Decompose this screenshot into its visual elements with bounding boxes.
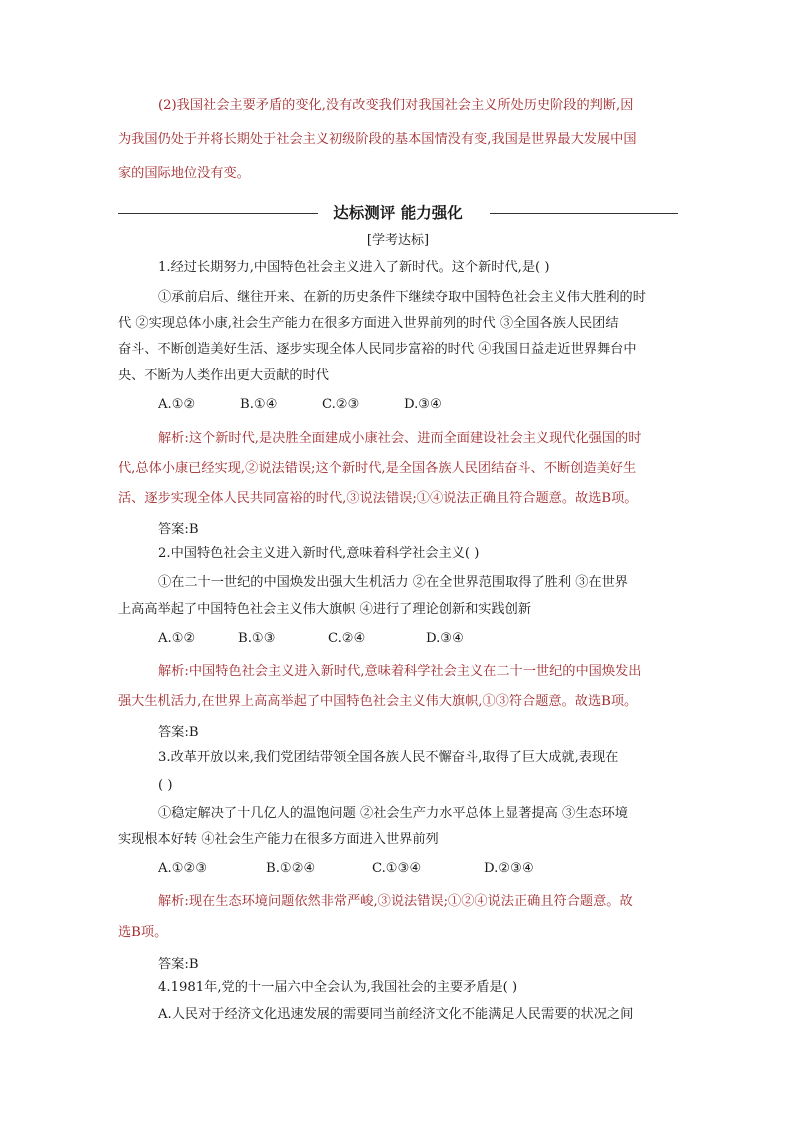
intro-line-1: (2)我国社会主要矛盾的变化,没有改变我们对我国社会主义所处历史阶段的判断,因 bbox=[158, 98, 634, 113]
q4-stem: 4.1981年,党的十一届六中全会认为,我国社会的主要矛盾是( ) bbox=[158, 980, 518, 995]
q1-line-4: 央、不断为人类作出更大贡献的时代 bbox=[118, 368, 329, 383]
intro-line-2: 为我国仍处于并将长期处于社会主义初级阶段的基本国情没有变,我国是世界最大发展中国 bbox=[118, 132, 637, 147]
q3-option-a: A.①②③ bbox=[158, 861, 208, 876]
q2-option-b: B.①③ bbox=[238, 631, 276, 646]
q3-option-d: D.②③④ bbox=[484, 861, 534, 876]
q1-option-c: C.②③ bbox=[322, 397, 360, 412]
q1-analysis-3: 活、逐步实现全体人民共同富裕的时代,③说法错误;①④说法正确且符合题意。故选B项。 bbox=[118, 491, 638, 506]
q2-analysis-2: 强大生机活力,在世界上高高举起了中国特色社会主义伟大旗帜,①③符合题意。故选B项。 bbox=[118, 694, 638, 709]
q3-stem-paren: ( ) bbox=[158, 778, 173, 793]
q4-option-a: A.人民对于经济文化迅速发展的需要同当前经济文化不能满足人民需要的状况之间 bbox=[158, 1007, 634, 1022]
q3-options bbox=[158, 860, 718, 878]
section-heading bbox=[118, 202, 678, 224]
q1-line-1: ①承前启后、继往开来、在新的历史条件下继续夺取中国特色社会主义伟大胜利的时 bbox=[158, 290, 646, 305]
q3-analysis-2: 选B项。 bbox=[118, 925, 168, 940]
q1-stem: 1.经过长期努力,中国特色社会主义进入了新时代。这个新时代,是( ) bbox=[158, 260, 550, 275]
q1-option-a: A.①② bbox=[158, 397, 196, 412]
q3-option-b: B.①②④ bbox=[266, 861, 316, 876]
q1-options bbox=[158, 396, 718, 414]
q1-analysis-1: 解析:这个新时代,是决胜全面建成小康社会、进而全面建设社会主义现代化强国的时 bbox=[158, 431, 642, 446]
q1-option-b: B.①④ bbox=[240, 397, 278, 412]
q2-stem: 2.中国特色社会主义进入新时代,意味着科学社会主义( ) bbox=[158, 546, 480, 561]
q3-stem: 3.改革开放以来,我们党团结带领全国各族人民不懈奋斗,取得了巨大成就,表现在 bbox=[158, 750, 619, 765]
q3-line-1: ①稳定解决了十几亿人的温饱问题 ②社会生产力水平总体上显著提高 ③生态环境 bbox=[158, 806, 628, 821]
q3-answer: 答案:B bbox=[158, 957, 199, 972]
q3-option-c: C.①③④ bbox=[372, 861, 422, 876]
section-title: 达标测评 能力强化 bbox=[118, 202, 678, 224]
q2-answer: 答案:B bbox=[158, 725, 199, 740]
q1-option-d: D.③④ bbox=[404, 397, 442, 412]
intro-line-3: 家的国际地位没有变。 bbox=[118, 166, 250, 181]
subsection-title: [学考达标] bbox=[366, 233, 430, 248]
q2-options bbox=[158, 630, 718, 648]
q2-analysis-1: 解析:中国特色社会主义进入新时代,意味着科学社会主义在二十一世纪的中国焕发出 bbox=[158, 664, 642, 679]
q2-option-d: D.③④ bbox=[426, 631, 464, 646]
q1-analysis-2: 代,总体小康已经实现,②说法错误;这个新时代,是全国各族人民团结奋斗、不断创造美好生 bbox=[118, 461, 637, 476]
q3-line-2: 实现根本好转 ④社会生产能力在很多方面进入世界前列 bbox=[118, 832, 439, 847]
q2-option-a: A.①② bbox=[158, 631, 196, 646]
q2-line-2: 上高高举起了中国特色社会主义伟大旗帜 ④进行了理论创新和实践创新 bbox=[118, 602, 532, 617]
q3-analysis-1: 解析:现在生态环境问题依然非常严峻,③说法错误;①②④说法正确且符合题意。故 bbox=[158, 894, 633, 909]
q1-answer: 答案:B bbox=[158, 522, 199, 537]
q1-line-2: 代 ②实现总体小康,社会生产能力在很多方面进入世界前列的时代 ③全国各族人民团结 bbox=[118, 316, 619, 331]
q2-line-1: ①在二十一世纪的中国焕发出强大生机活力 ②在全世界范围取得了胜利 ③在世界 bbox=[158, 575, 628, 590]
q2-option-c: C.②④ bbox=[328, 631, 366, 646]
q1-line-3: 奋斗、不断创造美好生活、逐步实现全体人民同步富裕的时代 ④我国日益走近世界舞台中 bbox=[118, 342, 637, 357]
